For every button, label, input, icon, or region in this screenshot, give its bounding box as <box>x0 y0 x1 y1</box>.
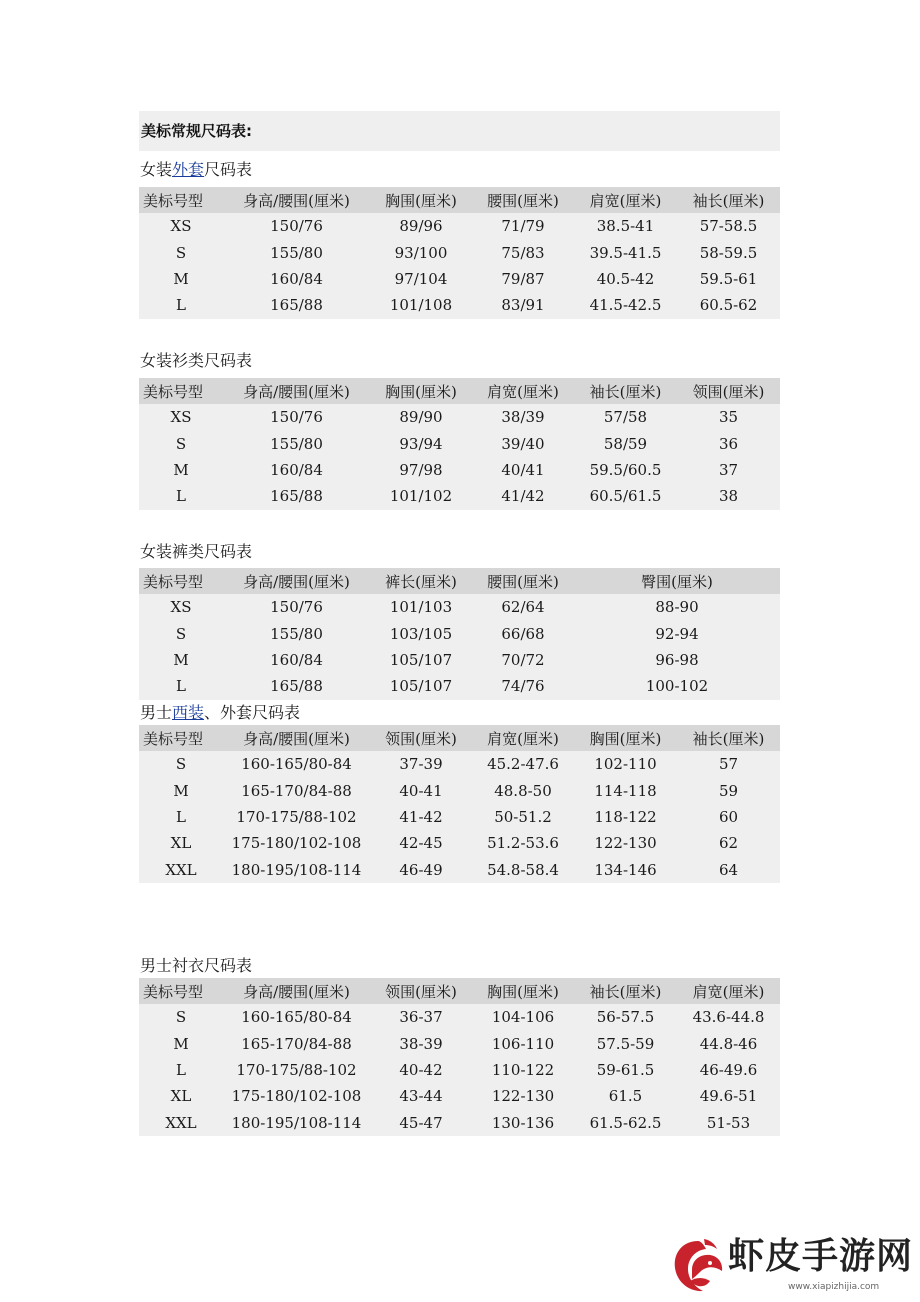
table-cell: 75/83 <box>501 243 545 262</box>
table-row <box>139 292 780 318</box>
table-cell: 56-57.5 <box>596 1008 655 1027</box>
table-cell: 36 <box>718 434 739 453</box>
column-header: 肩宽(厘米) <box>472 378 574 404</box>
table-row <box>139 404 780 430</box>
table-row <box>139 430 780 456</box>
table-cell: 44.8-46 <box>699 1034 758 1053</box>
table-cell: 74/76 <box>501 677 545 696</box>
table-row <box>139 673 780 699</box>
table-cell: 150/76 <box>270 598 323 617</box>
column-header: 美标号型 <box>139 978 223 1004</box>
column-header: 袖长(厘米) <box>677 725 780 751</box>
column-header: 领围(厘米) <box>370 978 472 1004</box>
column-header: 领围(厘米) <box>677 378 780 404</box>
table-cell: S <box>175 243 187 262</box>
table-cell: 43.6-44.8 <box>692 1008 765 1027</box>
column-header: 胸围(厘米) <box>370 378 472 404</box>
table-row <box>139 857 780 883</box>
table-cell: 38.5-41 <box>596 217 655 236</box>
caption-men-suit <box>140 703 300 723</box>
column-header: 胸围(厘米) <box>472 978 574 1004</box>
table-row <box>139 1057 780 1083</box>
table-cell: 155/80 <box>270 624 323 643</box>
caption-women-shirt: 女装衫类尺码表 <box>140 351 253 370</box>
table-cell: 160-165/80-84 <box>241 1008 352 1027</box>
table-cell: 93/100 <box>394 243 448 262</box>
table-cell: 160/84 <box>270 650 323 669</box>
table-header-row <box>139 187 780 213</box>
table-cell: 101/102 <box>389 487 453 506</box>
table-body <box>139 213 780 319</box>
caption-women-coat <box>140 160 252 180</box>
table-cell: 39.5-41.5 <box>589 243 662 262</box>
column-header: 臀围(厘米) <box>574 568 780 594</box>
caption-women-pants: 女装裤类尺码表 <box>140 542 253 561</box>
table-cell: 54.8-58.4 <box>487 860 559 879</box>
watermark-logo <box>670 1234 915 1300</box>
table-cell: 57 <box>718 755 739 774</box>
table-cell: M <box>173 269 189 288</box>
table-cell: 57-58.5 <box>699 217 758 236</box>
table-cell: 58-59.5 <box>699 243 758 262</box>
table-cell: S <box>175 1008 187 1027</box>
table-head <box>139 978 780 1004</box>
table-row <box>139 830 780 856</box>
table-cell: 101/103 <box>389 598 453 617</box>
column-header: 袖长(厘米) <box>574 378 677 404</box>
table-cell: 104-106 <box>491 1008 555 1027</box>
table-cell: 35 <box>718 408 739 427</box>
table-row <box>139 457 780 483</box>
table-cell: 60.5-62 <box>699 296 758 315</box>
table-cell: 40/41 <box>501 460 545 479</box>
table-cell: 150/76 <box>270 217 323 236</box>
table-cell: 43-44 <box>399 1087 443 1106</box>
table-cell: 180-195/108-114 <box>231 1113 362 1132</box>
table-cell: 160/84 <box>270 460 323 479</box>
caption-text: 男士 <box>140 703 173 722</box>
coat-link[interactable]: 外套 <box>172 160 205 179</box>
table-cell: 170-175/88-102 <box>236 807 357 826</box>
column-header: 肩宽(厘米) <box>574 187 677 213</box>
table-body <box>139 594 780 700</box>
table-cell: 160/84 <box>270 269 323 288</box>
table-header-row <box>139 568 780 594</box>
table-cell: 38-39 <box>399 1034 443 1053</box>
table-cell: 59-61.5 <box>596 1060 655 1079</box>
table-cell: 175-180/102-108 <box>231 1087 362 1106</box>
table-cell: 66/68 <box>501 624 545 643</box>
table-cell: 89/96 <box>399 217 443 236</box>
table-body <box>139 404 780 510</box>
watermark-url: www.xiapizhijia.com <box>788 1282 880 1292</box>
table-row <box>139 1004 780 1030</box>
table-cell: 49.6-51 <box>699 1087 758 1106</box>
table-cell: XS <box>170 408 192 427</box>
table-cell: 40.5-42 <box>596 269 655 288</box>
table-cell: 114-118 <box>594 781 657 800</box>
table-cell: L <box>176 487 186 506</box>
women-coat-size-table <box>139 187 780 319</box>
table-cell: L <box>176 1060 186 1079</box>
table-row <box>139 213 780 239</box>
table-cell: 93/94 <box>399 434 443 453</box>
table-row <box>139 1110 780 1136</box>
caption-text: 、外套尺码表 <box>204 703 301 722</box>
table-cell: 105/107 <box>389 650 453 669</box>
table-cell: 45-47 <box>399 1113 443 1132</box>
table-cell: 57/58 <box>603 408 648 427</box>
table-cell: 70/72 <box>501 650 545 669</box>
men-suit-size-table <box>139 725 780 883</box>
table-cell: S <box>175 434 187 453</box>
column-header: 肩宽(厘米) <box>677 978 780 1004</box>
watermark-name: 虾皮手游网 <box>728 1236 914 1277</box>
column-header: 身高/腰围(厘米) <box>223 568 370 594</box>
suit-link[interactable]: 西装 <box>172 703 205 722</box>
table-cell: 41/42 <box>501 487 545 506</box>
table-cell: 60.5/61.5 <box>589 487 662 506</box>
table-cell: 103/105 <box>389 624 453 643</box>
table-cell: 59.5-61 <box>699 269 758 288</box>
column-header: 领围(厘米) <box>370 725 472 751</box>
column-header: 肩宽(厘米) <box>472 725 574 751</box>
table-cell: 101/108 <box>389 296 453 315</box>
table-cell: 71/79 <box>501 217 545 236</box>
table-cell: 57.5-59 <box>596 1034 655 1053</box>
table-cell: 38/39 <box>501 408 545 427</box>
table-cell: 155/80 <box>270 434 323 453</box>
table-cell: 102-110 <box>594 755 657 774</box>
table-cell: 97/98 <box>399 460 443 479</box>
table-row <box>139 266 780 292</box>
table-cell: 155/80 <box>270 243 323 262</box>
table-cell: 165/88 <box>270 487 323 506</box>
table-cell: XS <box>170 598 192 617</box>
table-cell: 165-170/84-88 <box>241 1034 352 1053</box>
table-cell: XL <box>170 834 192 853</box>
table-head <box>139 187 780 213</box>
table-cell: XXL <box>165 1113 197 1132</box>
table-cell: 89/90 <box>399 408 443 427</box>
table-cell: 39/40 <box>501 434 545 453</box>
women-shirt-size-table <box>139 378 780 510</box>
table-cell: 40-41 <box>399 781 443 800</box>
table-cell: XS <box>170 217 192 236</box>
table-cell: 59 <box>718 781 739 800</box>
table-cell: L <box>176 296 186 315</box>
table-cell: 150/76 <box>270 408 323 427</box>
table-cell: 46-49.6 <box>699 1060 758 1079</box>
table-cell: 59.5/60.5 <box>589 460 662 479</box>
table-cell: 165-170/84-88 <box>241 781 352 800</box>
table-cell: 51.2-53.6 <box>487 834 559 853</box>
table-row <box>139 1030 780 1056</box>
column-header: 胸围(厘米) <box>574 725 677 751</box>
table-cell: 105/107 <box>389 677 453 696</box>
table-row <box>139 483 780 509</box>
table-cell: 37 <box>718 460 739 479</box>
table-cell: 64 <box>718 860 739 879</box>
table-head <box>139 725 780 751</box>
column-header: 腰围(厘米) <box>472 568 574 594</box>
table-row <box>139 751 780 777</box>
table-cell: 62 <box>718 834 739 853</box>
table-cell: M <box>173 650 189 669</box>
table-cell: 122-130 <box>594 834 657 853</box>
column-header: 美标号型 <box>139 568 223 594</box>
table-cell: 50-51.2 <box>494 807 552 826</box>
table-cell: 122-130 <box>491 1087 555 1106</box>
table-cell: 61.5-62.5 <box>589 1113 662 1132</box>
table-cell: XL <box>170 1087 192 1106</box>
table-cell: 42-45 <box>399 834 443 853</box>
table-cell: S <box>175 624 187 643</box>
page-title: 美标常规尺码表: <box>139 111 780 151</box>
column-header: 美标号型 <box>139 378 223 404</box>
table-cell: 106-110 <box>491 1034 555 1053</box>
table-cell: 48.8-50 <box>494 781 552 800</box>
table-header-row <box>139 978 780 1004</box>
table-cell: 38 <box>718 487 739 506</box>
table-cell: 36-37 <box>399 1008 443 1027</box>
table-cell: 160-165/80-84 <box>241 755 352 774</box>
table-body <box>139 751 780 883</box>
table-cell: 46-49 <box>399 860 443 879</box>
table-cell: 134-146 <box>594 860 657 879</box>
table-cell: 61.5 <box>608 1087 643 1106</box>
column-header: 裤长(厘米) <box>370 568 472 594</box>
table-row <box>139 239 780 265</box>
table-cell: 100-102 <box>645 677 709 696</box>
caption-men-shirt: 男士衬衣尺码表 <box>140 956 253 975</box>
shrimp-logo-icon <box>670 1237 726 1295</box>
table-cell: 41.5-42.5 <box>589 296 662 315</box>
table-cell: 110-122 <box>491 1060 555 1079</box>
column-header: 腰围(厘米) <box>472 187 574 213</box>
table-cell: L <box>176 677 186 696</box>
table-head <box>139 568 780 594</box>
table-cell: XXL <box>165 860 197 879</box>
table-cell: 130-136 <box>491 1113 555 1132</box>
women-pants-size-table <box>139 568 780 700</box>
table-cell: 41-42 <box>399 807 443 826</box>
table-cell: 62/64 <box>501 598 545 617</box>
table-cell: 79/87 <box>501 269 545 288</box>
table-cell: 88-90 <box>655 598 699 617</box>
table-row <box>139 777 780 803</box>
column-header: 身高/腰围(厘米) <box>223 378 370 404</box>
column-header: 胸围(厘米) <box>370 187 472 213</box>
table-row <box>139 804 780 830</box>
table-cell: 118-122 <box>594 807 657 826</box>
column-header: 身高/腰围(厘米) <box>223 187 370 213</box>
table-cell: 180-195/108-114 <box>231 860 362 879</box>
column-header: 袖长(厘米) <box>677 187 780 213</box>
caption-text: 女装 <box>140 160 173 179</box>
table-cell: 40-42 <box>399 1060 443 1079</box>
table-row <box>139 1083 780 1109</box>
table-header-row <box>139 725 780 751</box>
column-header: 美标号型 <box>139 187 223 213</box>
table-cell: L <box>176 807 186 826</box>
table-cell: 175-180/102-108 <box>231 834 362 853</box>
table-cell: S <box>175 755 187 774</box>
table-cell: 97/104 <box>394 269 448 288</box>
table-body <box>139 1004 780 1136</box>
table-cell: 165/88 <box>270 296 323 315</box>
table-cell: 170-175/88-102 <box>236 1060 357 1079</box>
table-cell: 60 <box>718 807 739 826</box>
table-cell: 58/59 <box>603 434 648 453</box>
table-cell: 51-53 <box>706 1113 751 1132</box>
table-cell: 37-39 <box>399 755 443 774</box>
table-cell: 165/88 <box>270 677 323 696</box>
column-header: 袖长(厘米) <box>574 978 677 1004</box>
table-row <box>139 647 780 673</box>
table-head <box>139 378 780 404</box>
table-cell: 96-98 <box>655 650 699 669</box>
column-header: 身高/腰围(厘米) <box>223 725 370 751</box>
table-row <box>139 594 780 620</box>
column-header: 美标号型 <box>139 725 223 751</box>
table-cell: M <box>173 781 189 800</box>
table-cell: 83/91 <box>501 296 545 315</box>
table-cell: M <box>173 460 189 479</box>
men-shirt-size-table <box>139 978 780 1136</box>
table-cell: M <box>173 1034 189 1053</box>
table-row <box>139 620 780 646</box>
caption-text: 尺码表 <box>204 160 253 179</box>
table-cell: 92-94 <box>655 624 699 643</box>
column-header: 身高/腰围(厘米) <box>223 978 370 1004</box>
table-header-row <box>139 378 780 404</box>
table-cell: 45.2-47.6 <box>487 755 559 774</box>
